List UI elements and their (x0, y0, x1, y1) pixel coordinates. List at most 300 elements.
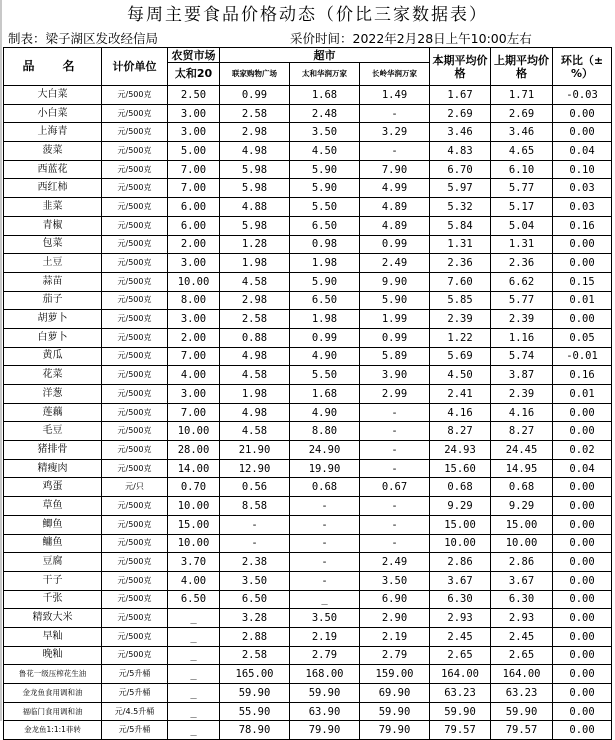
row-super2-price: - (290, 534, 360, 553)
row-unit-cell: 元/500克 (102, 160, 168, 179)
row-super1-price: 2.58 (220, 104, 290, 123)
row-change: 0.00 (553, 478, 612, 497)
row-unit-cell: 元/500克 (102, 497, 168, 516)
row-super2-price: - (290, 571, 360, 590)
row-super1-price: 8.58 (220, 497, 290, 516)
row-market-price: 28.00 (168, 441, 220, 460)
row-change: 0.04 (553, 142, 612, 161)
row-super2-price: - (290, 515, 360, 534)
row-current-avg: 4.50 (430, 366, 491, 385)
row-current-avg: 8.27 (430, 422, 491, 441)
row-super1-price: 0.99 (220, 86, 290, 105)
row-super3-price: - (360, 403, 430, 422)
row-market-price: 6.50 (168, 590, 220, 609)
table-row (4, 123, 612, 142)
row-super2-price: 24.90 (290, 441, 360, 460)
row-super3-price: - (360, 534, 430, 553)
row-name-cell: 白萝卜 (4, 328, 102, 347)
row-super1-price: 5.98 (220, 160, 290, 179)
row-super1-price: 12.90 (220, 459, 290, 478)
row-market-price: 7.00 (168, 403, 220, 422)
row-last-avg: 9.29 (491, 497, 553, 516)
row-change: 0.00 (553, 515, 612, 534)
row-change: 0.00 (553, 571, 612, 590)
row-super3-price: - (360, 142, 430, 161)
row-market-price: 7.00 (168, 179, 220, 198)
row-unit-cell: 元/500克 (102, 235, 168, 254)
row-name-cell: 青椒 (4, 216, 102, 235)
row-last-avg: 2.39 (491, 310, 553, 329)
table-row (4, 142, 612, 161)
row-last-avg: 6.62 (491, 272, 553, 291)
row-change: 0.00 (553, 553, 612, 572)
row-super1-price: 78.90 (220, 721, 290, 740)
table-row (4, 478, 612, 497)
table-row (4, 366, 612, 385)
row-market-price: 3.70 (168, 553, 220, 572)
table-maker: 制表：梁子湖区发改经信局 (8, 31, 159, 46)
row-unit-cell: 元/500克 (102, 441, 168, 460)
row-unit-cell: 元/500克 (102, 609, 168, 628)
table-row (4, 86, 612, 105)
row-name-cell: 胡萝卜 (4, 310, 102, 329)
row-super2-price: _ (290, 590, 360, 609)
row-current-avg: 2.69 (430, 104, 491, 123)
row-super1-price: 4.98 (220, 347, 290, 366)
page-title: 每周主要食品价格动态（价比三家数据表） (127, 5, 488, 25)
row-name-cell: 鲫鱼 (4, 515, 102, 534)
row-name-cell: 西红柿 (4, 179, 102, 198)
row-last-avg: 1.16 (491, 328, 553, 347)
row-name-cell: 西蓝花 (4, 160, 102, 179)
row-change: 0.00 (553, 609, 612, 628)
row-market-price: 10.00 (168, 422, 220, 441)
row-last-avg: 2.45 (491, 627, 553, 646)
row-super2-price: 5.50 (290, 198, 360, 217)
row-name-cell: 金龙鱼食用调和油 (4, 684, 102, 703)
table-row (4, 459, 612, 478)
row-last-avg: 79.57 (491, 721, 553, 740)
row-change: 0.00 (553, 104, 612, 123)
row-last-avg: 59.90 (491, 702, 553, 721)
row-unit-cell: 元/4.5升桶 (102, 702, 168, 721)
row-current-avg: 2.39 (430, 310, 491, 329)
row-change: 0.00 (553, 721, 612, 740)
row-current-avg: 2.41 (430, 385, 491, 404)
row-last-avg: 0.68 (491, 478, 553, 497)
row-unit-cell: 元/500克 (102, 385, 168, 404)
row-super3-price: 5.90 (360, 291, 430, 310)
row-last-avg: 1.71 (491, 86, 553, 105)
row-name-cell: 土豆 (4, 254, 102, 273)
row-current-avg: 0.68 (430, 478, 491, 497)
row-super1-price: 2.98 (220, 291, 290, 310)
row-name-cell: 晚籼 (4, 646, 102, 665)
row-super3-price: - (360, 104, 430, 123)
row-market-price: 5.00 (168, 142, 220, 161)
table-row (4, 609, 612, 628)
row-last-avg: 3.46 (491, 123, 553, 142)
row-market-price: _ (168, 646, 220, 665)
row-unit-cell: 元/500克 (102, 328, 168, 347)
row-name-cell: 精瘦肉 (4, 459, 102, 478)
row-super2-price: 19.90 (290, 459, 360, 478)
row-market-price: 7.00 (168, 347, 220, 366)
row-super3-price: 2.90 (360, 609, 430, 628)
row-change: 0.16 (553, 216, 612, 235)
row-super1-price: 2.58 (220, 310, 290, 329)
row-unit-cell: 元/500克 (102, 534, 168, 553)
row-current-avg: 1.22 (430, 328, 491, 347)
row-super1-price: 4.98 (220, 142, 290, 161)
row-last-avg: 5.17 (491, 198, 553, 217)
row-super1-price: 5.98 (220, 179, 290, 198)
row-super2-price: 79.90 (290, 721, 360, 740)
table-row (4, 571, 612, 590)
row-super1-price: - (220, 534, 290, 553)
row-market-price: 4.00 (168, 571, 220, 590)
row-super3-price: 3.50 (360, 571, 430, 590)
row-change: 0.00 (553, 534, 612, 553)
row-market-price: 3.00 (168, 104, 220, 123)
row-unit-cell: 元/5升桶 (102, 684, 168, 703)
row-current-avg: 2.36 (430, 254, 491, 273)
row-super2-price: 1.68 (290, 86, 360, 105)
sub-header (0, 29, 615, 48)
row-last-avg: 5.77 (491, 179, 553, 198)
row-last-avg: 4.16 (491, 403, 553, 422)
row-current-avg: 164.00 (430, 665, 491, 684)
row-name-cell: 花菜 (4, 366, 102, 385)
row-current-avg: 9.29 (430, 497, 491, 516)
row-market-price: 14.00 (168, 459, 220, 478)
row-super2-price: 1.68 (290, 385, 360, 404)
table-row (4, 721, 612, 740)
table-row (4, 328, 612, 347)
row-name-cell: 韭菜 (4, 198, 102, 217)
row-last-avg: 4.65 (491, 142, 553, 161)
table-row (4, 216, 612, 235)
row-super2-price: 5.90 (290, 160, 360, 179)
row-unit-cell: 元/500克 (102, 291, 168, 310)
row-unit-cell: 元/500克 (102, 254, 168, 273)
row-unit-cell: 元/5升桶 (102, 665, 168, 684)
row-name-cell: 猪排骨 (4, 441, 102, 460)
header-avg-last: 上期平均价格 (491, 48, 553, 86)
row-current-avg: 2.93 (430, 609, 491, 628)
row-super3-price: 3.90 (360, 366, 430, 385)
table-row (4, 104, 612, 123)
row-last-avg: 2.65 (491, 646, 553, 665)
row-last-avg: 6.10 (491, 160, 553, 179)
row-change: 0.00 (553, 403, 612, 422)
row-super1-price: 59.90 (220, 684, 290, 703)
row-super3-price: 2.49 (360, 254, 430, 273)
row-change: 0.10 (553, 160, 612, 179)
row-name-cell: 上海青 (4, 123, 102, 142)
row-current-avg: 5.84 (430, 216, 491, 235)
row-change: 0.03 (553, 179, 612, 198)
row-market-price: 3.00 (168, 385, 220, 404)
table-row (4, 684, 612, 703)
row-market-price: _ (168, 684, 220, 703)
row-change: 0.01 (553, 385, 612, 404)
row-super2-price: 63.90 (290, 702, 360, 721)
row-super3-price: - (360, 441, 430, 460)
row-super1-price: 2.58 (220, 646, 290, 665)
row-super3-price: 6.90 (360, 590, 430, 609)
row-last-avg: 1.31 (491, 235, 553, 254)
row-super3-price: 2.49 (360, 553, 430, 572)
header-market-group: 农贸市场 (168, 48, 220, 63)
row-last-avg: 10.00 (491, 534, 553, 553)
row-current-avg: 5.32 (430, 198, 491, 217)
row-market-price: 10.00 (168, 497, 220, 516)
row-super2-price: - (290, 553, 360, 572)
row-current-avg: 6.70 (430, 160, 491, 179)
header-super1: 联家购物广场 (220, 63, 290, 86)
row-super3-price: 9.90 (360, 272, 430, 291)
row-last-avg: 63.23 (491, 684, 553, 703)
row-market-price: 10.00 (168, 272, 220, 291)
row-super3-price: 0.99 (360, 328, 430, 347)
row-super1-price: 165.00 (220, 665, 290, 684)
row-name-cell: 鲁花一级压榨花生油 (4, 665, 102, 684)
row-last-avg: 2.69 (491, 104, 553, 123)
row-market-price: 2.00 (168, 235, 220, 254)
row-super1-price: 1.98 (220, 254, 290, 273)
row-market-price: 3.00 (168, 123, 220, 142)
row-change: 0.00 (553, 590, 612, 609)
table-row (4, 160, 612, 179)
row-super3-price: - (360, 515, 430, 534)
row-change: 0.00 (553, 254, 612, 273)
row-name-cell: 福临门食用调和油 (4, 702, 102, 721)
row-super2-price: 0.68 (290, 478, 360, 497)
row-name-cell: 草鱼 (4, 497, 102, 516)
table-row (4, 403, 612, 422)
row-name-cell: 精致大米 (4, 609, 102, 628)
row-super1-price: 55.90 (220, 702, 290, 721)
row-name-cell: 豆腐 (4, 553, 102, 572)
row-current-avg: 7.60 (430, 272, 491, 291)
row-unit-cell: 元/500克 (102, 123, 168, 142)
header-avg-current: 本期平均价格 (430, 48, 491, 86)
row-current-avg: 5.85 (430, 291, 491, 310)
table-row (4, 422, 612, 441)
table-row (4, 627, 612, 646)
row-super2-price: 5.90 (290, 179, 360, 198)
row-super3-price: 2.19 (360, 627, 430, 646)
row-market-price: 3.00 (168, 310, 220, 329)
row-change: 0.00 (553, 235, 612, 254)
table-row (4, 310, 612, 329)
table-row (4, 534, 612, 553)
row-super2-price: 168.00 (290, 665, 360, 684)
row-last-avg: 14.95 (491, 459, 553, 478)
row-super3-price: - (360, 422, 430, 441)
row-last-avg: 2.93 (491, 609, 553, 628)
row-current-avg: 2.45 (430, 627, 491, 646)
row-change: 0.00 (553, 422, 612, 441)
price-table (3, 47, 612, 740)
row-unit-cell: 元/500克 (102, 198, 168, 217)
row-market-price: 4.00 (168, 366, 220, 385)
row-market-price: _ (168, 627, 220, 646)
sheet-left-edge (0, 0, 2, 721)
row-current-avg: 5.97 (430, 179, 491, 198)
row-name-cell: 千张 (4, 590, 102, 609)
row-name-cell: 干子 (4, 571, 102, 590)
row-change: 0.01 (553, 291, 612, 310)
row-market-price: 2.50 (168, 86, 220, 105)
row-super2-price: 1.98 (290, 254, 360, 273)
table-row (4, 702, 612, 721)
row-super2-price: 3.50 (290, 609, 360, 628)
row-super1-price: 3.50 (220, 571, 290, 590)
row-current-avg: 79.57 (430, 721, 491, 740)
header-super3: 长岭华润万家 (360, 63, 430, 86)
row-change: 0.04 (553, 459, 612, 478)
row-super3-price: 2.99 (360, 385, 430, 404)
row-current-avg: 5.69 (430, 347, 491, 366)
row-name-cell: 小白菜 (4, 104, 102, 123)
row-last-avg: 24.45 (491, 441, 553, 460)
row-super1-price: 4.98 (220, 403, 290, 422)
row-current-avg: 3.67 (430, 571, 491, 590)
row-super3-price: - (360, 459, 430, 478)
row-super3-price: 4.89 (360, 216, 430, 235)
row-super3-price: 3.29 (360, 123, 430, 142)
table-row (4, 553, 612, 572)
row-current-avg: 15.00 (430, 515, 491, 534)
table-row (4, 590, 612, 609)
table-row (4, 254, 612, 273)
row-super3-price: 5.89 (360, 347, 430, 366)
row-super2-price: 0.99 (290, 328, 360, 347)
header-unit: 计价单位 (102, 48, 168, 86)
row-super3-price: 4.89 (360, 198, 430, 217)
row-name-cell: 莲藕 (4, 403, 102, 422)
row-unit-cell: 元/500克 (102, 142, 168, 161)
row-super3-price: 1.49 (360, 86, 430, 105)
row-name-cell: 洋葱 (4, 385, 102, 404)
row-change: 0.05 (553, 328, 612, 347)
row-super2-price: - (290, 497, 360, 516)
row-name-cell: 茄子 (4, 291, 102, 310)
row-super1-price: 2.38 (220, 553, 290, 572)
row-super1-price: 4.88 (220, 198, 290, 217)
row-unit-cell: 元/500克 (102, 310, 168, 329)
row-super2-price: 4.50 (290, 142, 360, 161)
row-super2-price: 5.90 (290, 272, 360, 291)
row-super1-price: 1.98 (220, 385, 290, 404)
row-super2-price: 2.79 (290, 646, 360, 665)
row-super3-price: 1.99 (360, 310, 430, 329)
row-super2-price: 5.50 (290, 366, 360, 385)
row-super1-price: 4.58 (220, 272, 290, 291)
row-super3-price: 0.99 (360, 235, 430, 254)
row-current-avg: 59.90 (430, 702, 491, 721)
row-market-price: 6.00 (168, 198, 220, 217)
row-change: 0.03 (553, 198, 612, 217)
row-super1-price: 21.90 (220, 441, 290, 460)
row-market-price: 7.00 (168, 160, 220, 179)
row-unit-cell: 元/只 (102, 478, 168, 497)
row-unit-cell: 元/500克 (102, 347, 168, 366)
row-last-avg: 5.77 (491, 291, 553, 310)
row-super2-price: 1.98 (290, 310, 360, 329)
table-row (4, 347, 612, 366)
table-row (4, 441, 612, 460)
row-current-avg: 4.16 (430, 403, 491, 422)
row-super1-price: 4.58 (220, 422, 290, 441)
row-unit-cell: 元/500克 (102, 179, 168, 198)
table-row (4, 385, 612, 404)
row-last-avg: 8.27 (491, 422, 553, 441)
row-market-price: 3.00 (168, 254, 220, 273)
row-super1-price: 2.88 (220, 627, 290, 646)
row-super3-price: 2.79 (360, 646, 430, 665)
row-unit-cell: 元/500克 (102, 459, 168, 478)
row-super1-price: 5.98 (220, 216, 290, 235)
header-super2: 太和华润万家 (290, 63, 360, 86)
table-row (4, 235, 612, 254)
row-name-cell: 蒜苗 (4, 272, 102, 291)
row-change: 0.00 (553, 665, 612, 684)
row-unit-cell: 元/500克 (102, 104, 168, 123)
row-market-price: 0.70 (168, 478, 220, 497)
row-super3-price: 69.90 (360, 684, 430, 703)
row-super3-price: - (360, 497, 430, 516)
header-supermarket-group: 超市 (220, 48, 430, 63)
table-row (4, 515, 612, 534)
row-market-price: 2.00 (168, 328, 220, 347)
table-row (4, 198, 612, 217)
table-body (4, 86, 612, 740)
row-unit-cell: 元/500克 (102, 646, 168, 665)
row-change: 0.00 (553, 702, 612, 721)
row-current-avg: 15.60 (430, 459, 491, 478)
row-unit-cell: 元/500克 (102, 422, 168, 441)
row-current-avg: 1.67 (430, 86, 491, 105)
row-current-avg: 3.46 (430, 123, 491, 142)
row-super1-price: 6.50 (220, 590, 290, 609)
row-name-cell: 大白菜 (4, 86, 102, 105)
row-market-price: 6.00 (168, 216, 220, 235)
row-name-cell: 鳙鱼 (4, 534, 102, 553)
collection-time: 采价时间：2022年2月28日上午10:00左右 (290, 31, 532, 46)
row-unit-cell: 元/500克 (102, 403, 168, 422)
row-super2-price: 4.90 (290, 347, 360, 366)
row-change: 0.15 (553, 272, 612, 291)
row-unit-cell: 元/500克 (102, 515, 168, 534)
row-unit-cell: 元/500克 (102, 571, 168, 590)
row-super1-price: 4.58 (220, 366, 290, 385)
row-name-cell: 金龙鱼1:1:1菲转 (4, 721, 102, 740)
row-super1-price: 0.88 (220, 328, 290, 347)
row-change: 0.16 (553, 366, 612, 385)
row-current-avg: 24.93 (430, 441, 491, 460)
row-change: -0.03 (553, 86, 612, 105)
row-last-avg: 2.86 (491, 553, 553, 572)
row-super3-price: 159.00 (360, 665, 430, 684)
row-unit-cell: 元/500克 (102, 627, 168, 646)
row-last-avg: 2.36 (491, 254, 553, 273)
row-market-price: _ (168, 702, 220, 721)
row-current-avg: 1.31 (430, 235, 491, 254)
row-super2-price: 6.50 (290, 216, 360, 235)
